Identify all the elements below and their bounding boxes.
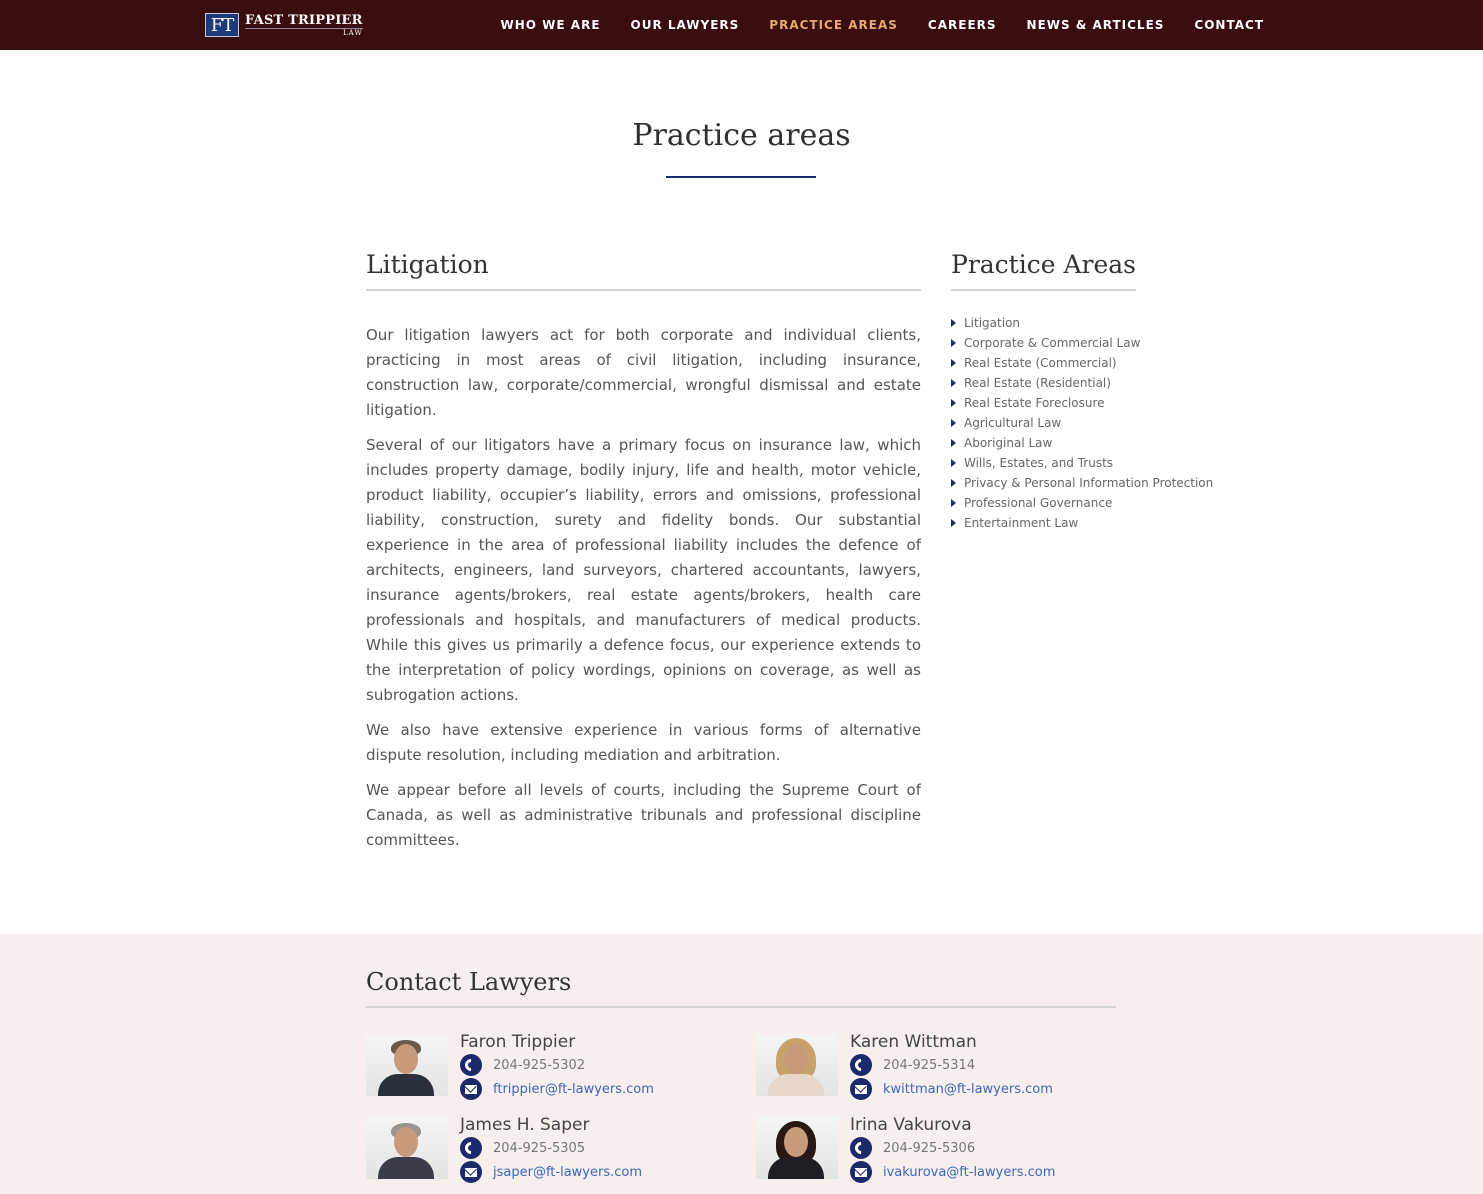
contact-lawyers-section [0, 934, 1483, 1194]
caret-right-icon [951, 519, 956, 527]
nav-practice-areas[interactable]: PRACTICE AREAS [769, 18, 898, 32]
lawyer-email[interactable]: jsaper@ft-lawyers.com [460, 1161, 642, 1183]
sidebar-item-label: Real Estate Foreclosure [964, 396, 1105, 410]
sidebar-item-wills-estates-trusts[interactable] [951, 453, 1231, 473]
caret-right-icon [951, 439, 956, 447]
sidebar-item-agricultural-law[interactable] [951, 413, 1231, 433]
logo-sub: LAW [245, 28, 363, 37]
sidebar-item-corporate-commercial[interactable] [951, 333, 1231, 353]
phone-icon [850, 1137, 872, 1159]
paragraph-4: We appear before all levels of courts, including the Supreme Court of Canada, as well as administrative tribunals and professional discipline committees. [366, 781, 921, 849]
envelope-icon [460, 1161, 482, 1183]
caret-right-icon [951, 319, 956, 327]
lawyer-name[interactable]: Irina Vakurova [850, 1115, 972, 1135]
lawyer-email[interactable]: ftrippier@ft-lawyers.com [460, 1078, 654, 1100]
caret-right-icon [951, 499, 956, 507]
logo-name: FAST TRIPPIER [245, 12, 363, 28]
nav-who-we-are[interactable]: WHO WE ARE [500, 18, 601, 32]
sidebar-item-label: Privacy & Personal Information Protection [964, 476, 1214, 490]
lawyer-phone[interactable]: 204-925-5302 [460, 1054, 585, 1076]
top-navigation-bar [0, 0, 1483, 50]
lawyer-photo [366, 1034, 448, 1096]
sidebar-item-label: Real Estate (Residential) [964, 376, 1111, 390]
sidebar-item-label: Corporate & Commercial Law [964, 336, 1141, 350]
lawyer-name[interactable]: Karen Wittman [850, 1032, 977, 1052]
caret-right-icon [951, 399, 956, 407]
sidebar-item-label: Professional Governance [964, 496, 1113, 510]
title-underline [666, 176, 816, 178]
sidebar-heading: Practice Areas [951, 250, 1136, 291]
paragraph-1: Our litigation lawyers act for both corporate and individual clients, practicing in most areas of civil litigation, including insurance, construction law, corporate/commercial, wrongful dismissal and estate litigation. [366, 326, 921, 419]
lawyer-phone[interactable]: 204-925-5305 [460, 1137, 585, 1159]
lawyer-name[interactable]: James H. Saper [460, 1115, 590, 1135]
sidebar-item-label: Agricultural Law [964, 416, 1062, 430]
phone-icon [460, 1054, 482, 1076]
paragraph-2: Several of our litigators have a primary focus on insurance law, which includes property damage, bodily injury, life and health, motor vehicle, product liability, occupier’s liability, errors and omissions, professional liability, construction, surety and fidelity bonds. Our substantial experience in the area of professional liability includes the defence of architects, engineers, land surveyors, chartered accountants, lawyers, insurance agents/brokers, real estate agents/brokers, health care professionals and hospitals, and manufacturers of medical products. While this gives us primarily a defence focus, our experience extends to the interpretation of policy wordings, opinions on coverage, as well as subrogation actions. [366, 436, 921, 704]
practice-areas-sidebar [951, 250, 1231, 533]
sidebar-item-entertainment-law[interactable] [951, 513, 1231, 533]
caret-right-icon [951, 479, 956, 487]
main-nav [471, 0, 1264, 50]
envelope-icon [460, 1078, 482, 1100]
lawyer-email[interactable]: kwittman@ft-lawyers.com [850, 1078, 1053, 1100]
paragraph-3: We also have extensive experience in various forms of alternative dispute resolution, including mediation and arbitration. [366, 721, 921, 764]
site-logo[interactable] [205, 12, 363, 38]
page-title: Practice areas [632, 118, 851, 153]
nav-contact[interactable]: CONTACT [1194, 18, 1264, 32]
logo-text [245, 14, 363, 37]
phone-icon [460, 1137, 482, 1159]
sidebar-item-aboriginal-law[interactable] [951, 433, 1231, 453]
lawyer-card [756, 1115, 1126, 1185]
nav-our-lawyers[interactable]: OUR LAWYERS [630, 18, 740, 32]
envelope-icon [850, 1161, 872, 1183]
sidebar-item-label: Wills, Estates, and Trusts [964, 456, 1114, 470]
lawyer-card [756, 1032, 1126, 1102]
caret-right-icon [951, 359, 956, 367]
practice-areas-list [951, 313, 1231, 533]
caret-right-icon [951, 339, 956, 347]
contact-heading: Contact Lawyers [366, 968, 1116, 1008]
sidebar-item-label: Entertainment Law [964, 516, 1079, 530]
sidebar-item-real-estate-residential[interactable] [951, 373, 1231, 393]
sidebar-item-privacy[interactable] [951, 473, 1231, 493]
nav-news-articles[interactable]: NEWS & ARTICLES [1026, 18, 1165, 32]
caret-right-icon [951, 379, 956, 387]
main-content [366, 250, 921, 853]
lawyer-card [366, 1115, 736, 1185]
lawyer-photo [756, 1117, 838, 1179]
sidebar-item-real-estate-commercial[interactable] [951, 353, 1231, 373]
sidebar-item-professional-governance[interactable] [951, 493, 1231, 513]
sidebar-item-label: Aboriginal Law [964, 436, 1053, 450]
lawyer-phone[interactable]: 204-925-5314 [850, 1054, 975, 1076]
logo-mark: FT [205, 13, 239, 37]
lawyer-phone[interactable]: 204-925-5306 [850, 1137, 975, 1159]
lawyer-name[interactable]: Faron Trippier [460, 1032, 576, 1052]
section-heading: Litigation [366, 250, 921, 291]
sidebar-item-real-estate-foreclosure[interactable] [951, 393, 1231, 413]
lawyer-photo [366, 1117, 448, 1179]
envelope-icon [850, 1078, 872, 1100]
sidebar-item-label: Litigation [964, 316, 1021, 330]
sidebar-item-label: Real Estate (Commercial) [964, 356, 1117, 370]
sidebar-item-litigation[interactable] [951, 313, 1231, 333]
phone-icon [850, 1054, 872, 1076]
nav-careers[interactable]: CAREERS [927, 18, 997, 32]
caret-right-icon [951, 459, 956, 467]
lawyer-card [366, 1032, 736, 1102]
caret-right-icon [951, 419, 956, 427]
lawyer-email[interactable]: ivakurova@ft-lawyers.com [850, 1161, 1055, 1183]
lawyer-photo [756, 1034, 838, 1096]
